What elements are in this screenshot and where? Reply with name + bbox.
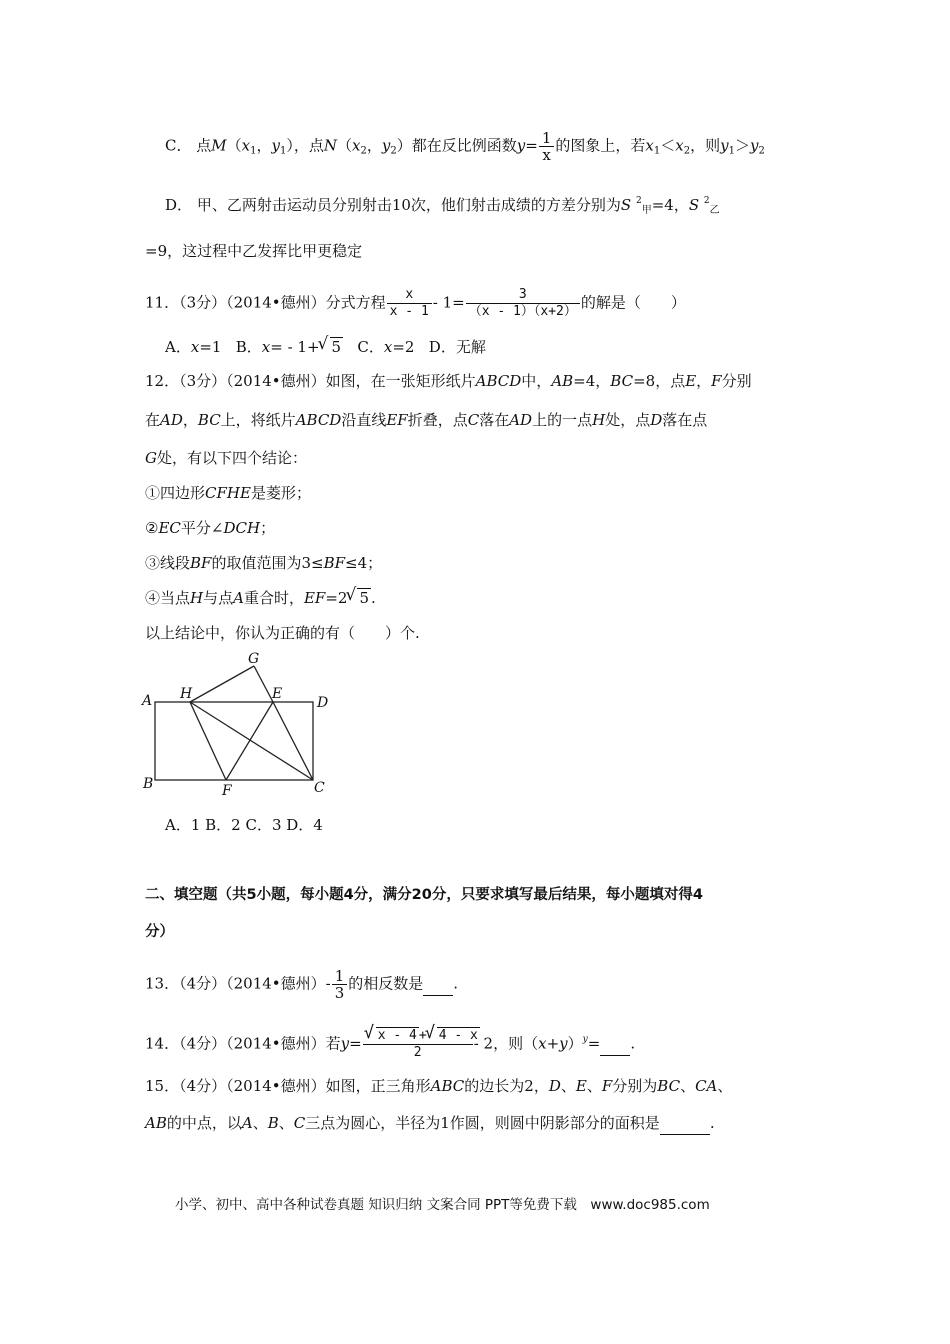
label-d: D [317, 695, 329, 711]
q12-line-1: 12．（3分）（2014•德州）如图，在一张矩形纸片ABCD中，AB=4，BC=8，点E，F分别 [145, 372, 752, 390]
label-b: B [143, 776, 154, 792]
sqrt-4-minus-x: √ 4 - x [427, 1028, 480, 1044]
answer-blank [600, 1033, 630, 1056]
page-footer: 小学、初中、高中各种试卷真题 知识归纳 文案合同 PPT等免费下载 www.doc985.com [175, 1197, 710, 1213]
q10-option-c: C． 点$M(x_1$，$y_1$），点$N(x_2$，$y_2$）都在反比例函数y= $\frac{1}{x}$ 的图象上，若$x_1<x_2$，则$y_1>y_2$ [165, 129, 765, 164]
q10-option-d-cont: =9，这过程中乙发挥比甲更稳定 [145, 242, 363, 260]
sqrt-5: √ 5 [347, 587, 371, 609]
q12-conclusion-2: ②EC平分∠DCH； [145, 519, 276, 537]
fraction-sqrt-sum-over-2: √ $\frac{x - 4 +√ 4 - x}{2}$ [363, 1028, 473, 1061]
sqrt-5: √ 5 [320, 336, 344, 358]
label-f: F [222, 783, 232, 799]
label-c: C [314, 780, 325, 796]
section-2-title-cont: 分） [145, 924, 174, 940]
q15-line-2: AB的中点，以A、B、C三点为圆心，半径为1作圆，则圆中阴影部分的面积是 . [145, 1112, 715, 1135]
label-g: G [248, 651, 260, 667]
q12-conclusion-1: ①四边形CFHE是菱形； [145, 484, 311, 502]
section-2-title: 二、填空题（共5小题，每小题4分，满分20分，只要求填写最后结果，每小题填对得4 [145, 887, 703, 903]
q12-figure [140, 650, 340, 800]
answer-blank [660, 1112, 710, 1135]
q12-line-2: 在AD，BC上，将纸片ABCD沿直线EF折叠，点C落在AD上的一点H处，点D落在点 [145, 411, 708, 429]
sqrt-x-minus-4: √ x - 4 [366, 1028, 419, 1044]
q13-question: 13．（4分）（2014•德州）- $\frac{1}{3}$ 的相反数是 . [145, 967, 459, 1002]
fraction-1-over-x: $\frac{1}{x}$ [539, 130, 555, 163]
q12-conclusion-4: ④当点H与点A重合时，EF=2√ 5 . [145, 587, 376, 609]
label-a: A [142, 693, 153, 709]
label-h: H [180, 686, 193, 702]
q12-line-3: G处，有以下四个结论： [145, 449, 307, 467]
segment-fe [226, 702, 273, 780]
fraction-x-over-x-1: $\frac{x}{x - 1}$ [387, 287, 432, 320]
q14-question: 14．（4分）（2014•德州）若y= √ $\frac{x - 4 +√ 4 - x}{2}$ - 2，则$(x+y)^y=$ . [145, 1028, 635, 1061]
q11-options: A．x=1 B．x= - 1+√ 5 C．x=2 D．无解 [165, 336, 486, 358]
segment-hg [190, 666, 254, 702]
q10-option-d: D． 甲、乙两射击运动员分别射击10次，他们射击成绩的方差分别为S $^2_甲$=4，S $^2_乙$ [165, 196, 720, 216]
fraction-1-over-3: $\frac{1}{3}$ [332, 968, 348, 1001]
answer-blank [423, 973, 453, 996]
q11-question: 11．（3分）（2014•德州）分式方程 $\frac{x}{x - 1}$ - 1= $\frac{3}{(x - 1)(x+2)}$ 的解是（ ） [145, 287, 686, 319]
rectangle-abcd [155, 702, 313, 780]
fraction-3-over-product: $\frac{3}{(x - 1)(x+2)}$ [466, 287, 580, 320]
segment-ge [254, 666, 273, 702]
q12-conclusion-3: ③线段BF的取值范围为3≤BF≤4； [145, 554, 383, 572]
segment-ec [273, 702, 313, 780]
q12-options: A．1 B．2 C．3 D．4 [165, 816, 323, 834]
q15-line-1: 15．（4分）（2014•德州）如图，正三角形ABC的边长为2，D、E、F分别为BC、CA、 [145, 1077, 733, 1095]
q12-ask: 以上结论中，你认为正确的有（ ）个. [145, 624, 420, 642]
label-e: E [272, 686, 283, 702]
